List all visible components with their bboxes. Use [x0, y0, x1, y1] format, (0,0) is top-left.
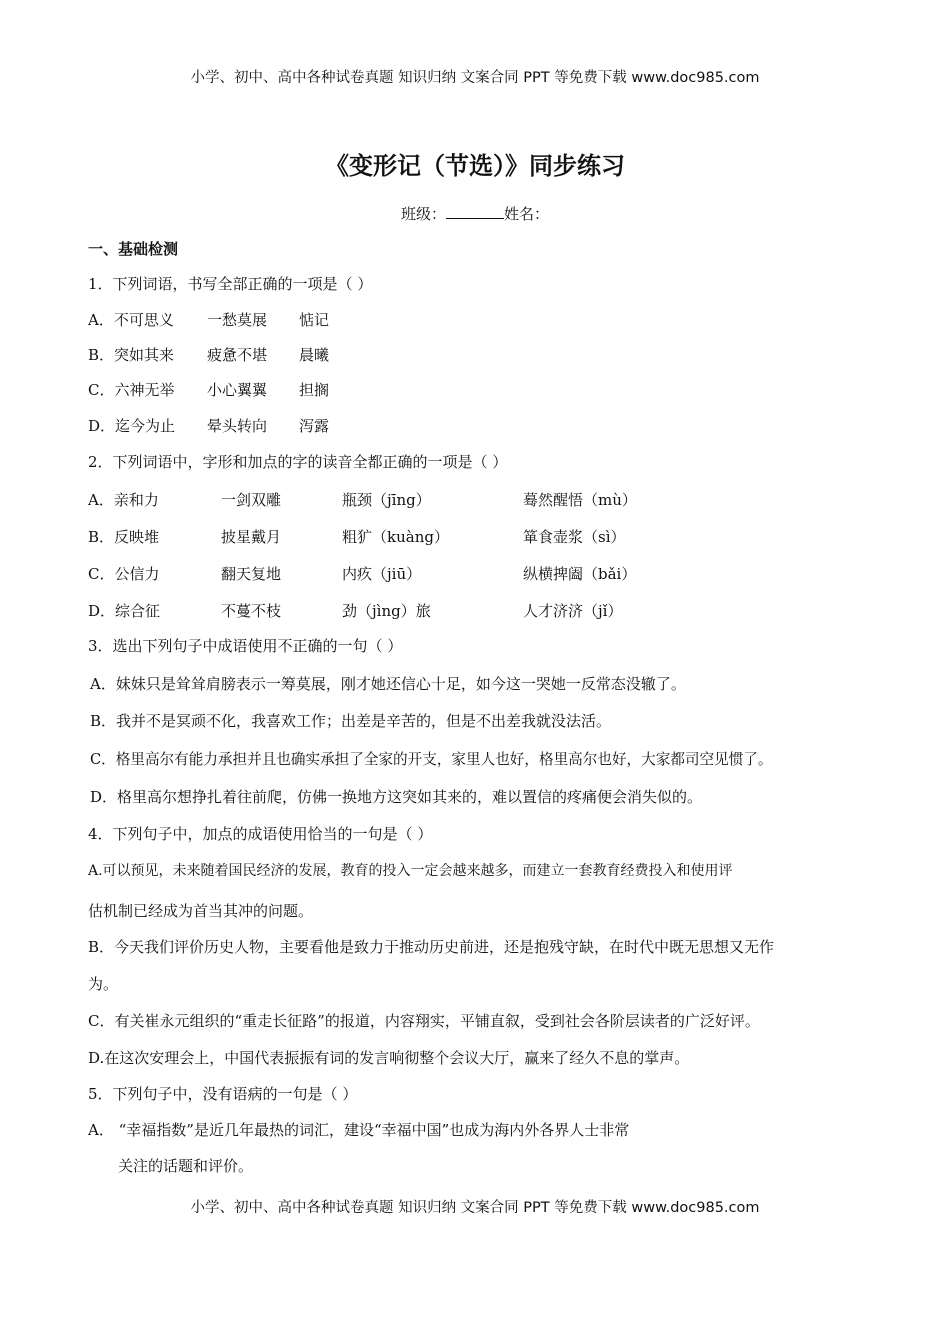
- q3-option-a: A．妹妹只是耸耸肩膀表示一筹莫展，刚才她还信心十足，如今这一哭她一反常态没辙了。: [90, 675, 686, 693]
- q2-c-4: 纵横捭阖（bǎi）: [523, 565, 637, 583]
- q2-d-1: D．综合征: [88, 602, 161, 620]
- q5-option-a-line1: A． “幸福指数”是近几年最热的词汇，建设“幸福中国”也成为海内外各界人士非常: [88, 1121, 630, 1139]
- q2-c-2: 翻天复地: [221, 565, 282, 583]
- q1-a-2: 一愁莫展: [207, 311, 268, 329]
- q3-stem: 3．选出下列句子中成语使用不正确的一句（ ）: [88, 637, 403, 655]
- q1-a-3: 惦记: [299, 311, 330, 329]
- page-footer: 小学、初中、高中各种试卷真题 知识归纳 文案合同 PPT 等免费下载 www.doc985.com: [190, 1200, 760, 1216]
- q1-d-3: 泻露: [299, 417, 330, 435]
- q3-option-b: B．我并不是冥顽不化，我喜欢工作；出差是辛苦的，但是不出差我就没法活。: [90, 712, 612, 730]
- q1-d-1: D．迄今为止: [88, 417, 176, 435]
- q2-a-4: 蓦然醒悟（mù）: [523, 491, 637, 509]
- class-blank: [446, 204, 504, 219]
- q2-b-3: 粗犷（kuàng）: [342, 528, 449, 546]
- q1-c-3: 担搁: [299, 381, 330, 399]
- q4-option-b-line1: B．今天我们评价历史人物，主要看他是致力于推动历史前进，还是抱残守缺，在时代中既无思想又无作: [88, 938, 775, 956]
- q1-a-1: A．不可思义: [88, 311, 174, 329]
- q2-stem: 2．下列词语中，字形和加点的字的读音全都正确的一项是（ ）: [88, 453, 508, 471]
- q3-option-d: D．格里高尔想挣扎着往前爬，仿佛一换地方这突如其来的，难以置信的疼痛便会消失似的。: [90, 788, 703, 806]
- q4-option-b-line2: 为。: [88, 975, 119, 993]
- q3-option-c: C．格里高尔有能力承担并且也确实承担了全家的开支，家里人也好，格里高尔也好，大家都司空见惯了。: [90, 751, 773, 768]
- page-title: 《变形记（节选）》同步练习: [325, 152, 625, 180]
- q1-b-1: B．突如其来: [88, 346, 175, 364]
- q2-d-3: 劲（jìng）旅: [342, 602, 431, 620]
- q4-option-d: D.在这次安理会上，中国代表振振有词的发言响彻整个会议大厅，赢来了经久不息的掌声。: [88, 1049, 690, 1067]
- q4-stem: 4．下列句子中，加点的成语使用恰当的一句是（ ）: [88, 825, 433, 843]
- q2-d-4: 人才济济（jǐ）: [523, 602, 623, 620]
- q1-c-2: 小心翼翼: [207, 381, 268, 399]
- q2-b-2: 披星戴月: [221, 528, 282, 546]
- q2-a-3: 瓶颈（jīng）: [342, 491, 431, 509]
- q4-option-c: C．有关崔永元组织的“重走长征路”的报道，内容翔实，平铺直叙，受到社会各阶层读者的广泛好评。: [88, 1012, 760, 1030]
- q5-option-a-line2: 关注的话题和评价。: [118, 1157, 254, 1175]
- class-name-line: [0, 203, 950, 224]
- q2-a-1: A．亲和力: [88, 491, 159, 509]
- q2-a-2: 一剑双雕: [221, 491, 282, 509]
- q2-b-1: B．反映堆: [88, 528, 160, 546]
- q2-c-1: C．公信力: [88, 565, 160, 583]
- q2-c-3: 内疚（jiū）: [342, 565, 422, 583]
- q2-d-2: 不蔓不枝: [221, 602, 282, 620]
- q4-option-a-line2: 估机制已经成为首当其冲的问题。: [88, 902, 314, 920]
- q5-stem: 5．下列句子中，没有语病的一句是（ ）: [88, 1085, 358, 1103]
- q1-stem: 1．下列词语，书写全部正确的一项是（ ）: [88, 275, 373, 293]
- q4-option-a-line1: A.可以预见，未来随着国民经济的发展，教育的投入一定会越来越多，而建立一套教育经费投入和使用评: [88, 863, 733, 879]
- class-label: 班级：: [400, 205, 446, 223]
- q1-d-2: 晕头转向: [207, 417, 268, 435]
- q1-b-2: 疲惫不堪: [207, 346, 268, 364]
- page-header: 小学、初中、高中各种试卷真题 知识归纳 文案合同 PPT 等免费下载 www.doc985.com: [190, 70, 760, 86]
- section-heading: 一、基础检测: [88, 240, 179, 258]
- q1-b-3: 晨曦: [299, 346, 330, 364]
- name-label: 姓名：: [504, 205, 550, 223]
- q1-c-1: C．六神无举: [88, 381, 175, 399]
- q2-b-4: 箪食壶浆（sì）: [523, 528, 626, 546]
